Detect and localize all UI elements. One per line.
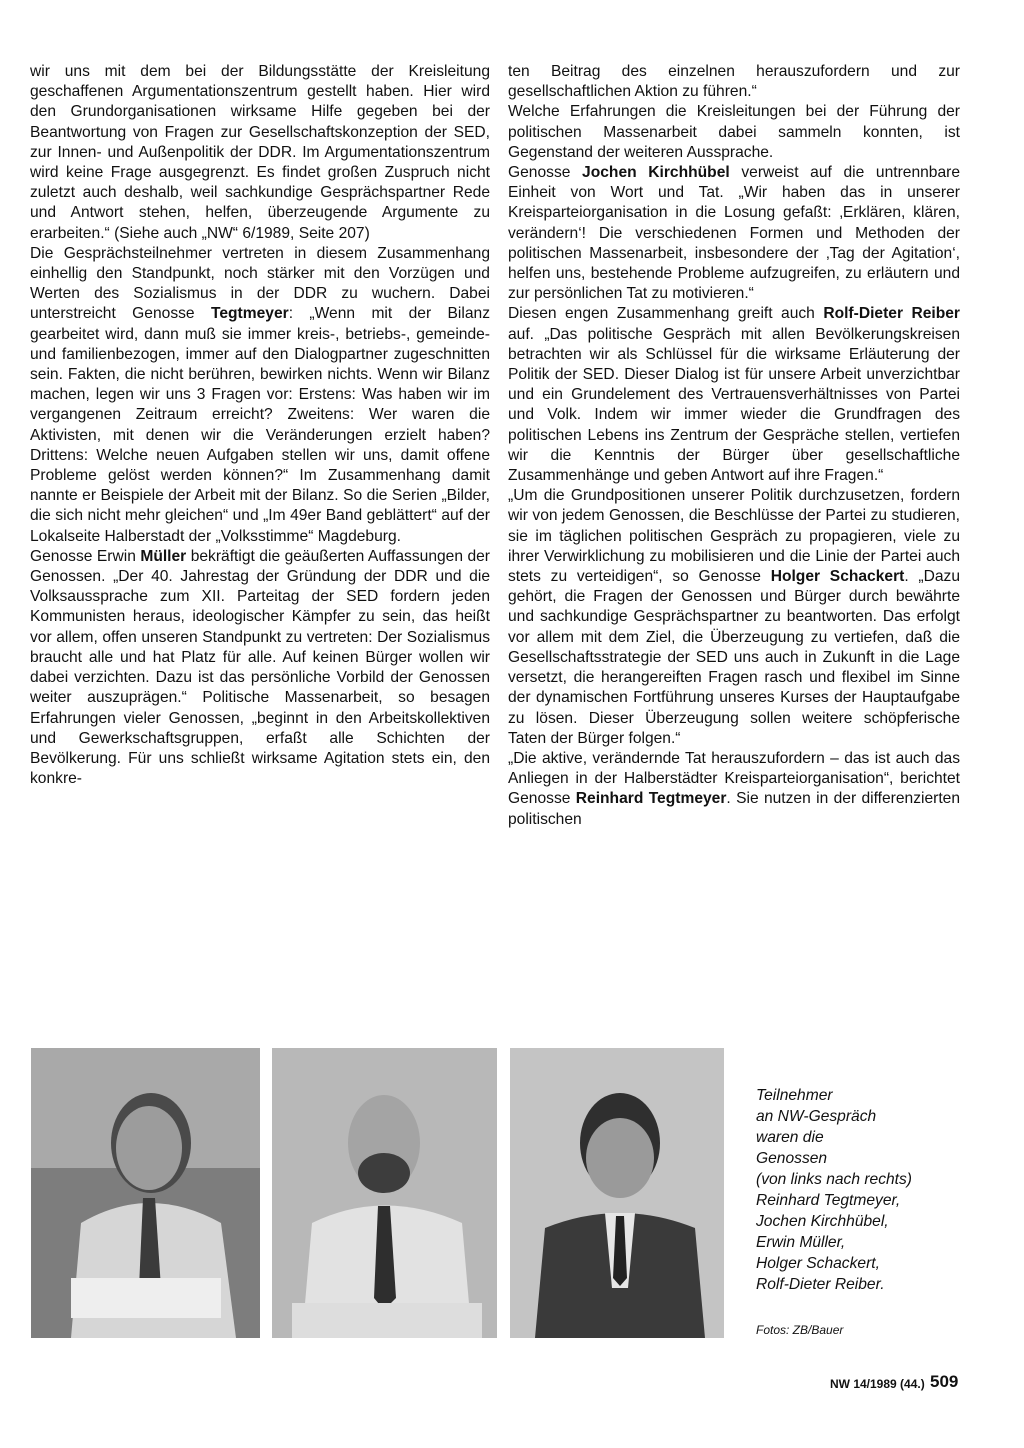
issue-label: NW 14/1989 (44.): [830, 1377, 925, 1391]
caption-line: (von links nach rechts): [756, 1171, 912, 1188]
right-paragraph-5: „Um die Grundpositionen unserer Politik durchzusetzen, fordern wir von jedem Genossen, die Beschlüsse der Partei zu studieren, sie im täglichen politischen Gespräch zu propagieren, viele zu ihrer Verwirklichung zu mobilisieren und die Linie der Partei auch stets zu verteidigen“, so Genosse Holger Schackert. „Dazu gehört, die Fragen der Genossen und Bürger durch bewährte und sachkundige Gesprächspartner zu beantworten. Das erfolgt vor allem mit dem Ziel, die Überzeugung zu vertiefen, daß die Gesellschaftsstrategie der SED uns auch in Zukunft in die Lage versetzt, die herangereiften Fragen rasch und flexibel im Sinne der dynamischen Fortführung unseres Kurses der Hauptaufgabe zu lösen. Dieser Überzeugung sollen weitere schöpferische Taten der Bürger folgen.“: [508, 487, 960, 747]
right-paragraph-3: Genosse Jochen Kirchhübel verweist auf die untrennbare Einheit von Wort und Tat. „Wir haben das in unserer Kreisparteiorganisation in die Losung gefaßt: ‚Erklären, klären, verändern‘! Die verschiedenen Formen und Methoden der politischen Massenarbeit, insbesondere der ‚Tag der Agitation‘, helfen uns, bestehende Probleme aufzugreifen, zu erläutern und zur persönlichen Tat zu motivieren.“: [508, 164, 961, 303]
caption-line: Reinhard Tegtmeyer,: [756, 1192, 901, 1209]
right-paragraph-1: ten Beitrag des einzelnen herauszufordern und zur gesellschaftlichen Aktion zu führen.“: [508, 63, 960, 101]
right-paragraph-6: „Die aktive, verändernde Tat herauszufordern – das ist auch das Anliegen in der Halberstädter Kreisparteiorganisation“, berichtet Genosse Reinhard Tegtmeyer. Sie nutzen in der differenzierten politischen: [508, 749, 961, 828]
left-paragraph-2: Die Gesprächsteilnehmer vertreten in diesem Zusammenhang einhellig den Standpunkt, noch stärker mit den Vorzügen und Werten des Sozialismus in der DDR zu wuchern. Dabei unterstreicht Genosse Tegtmeyer: „Wenn mit der Bilanz gearbeitet wird, dann muß sie immer kreis-, betriebs-, gemeinde- und familienbezogen, immer auf den Dialogpartner zugeschnitten sein. Fakten, die nicht berühren, bewirken nichts. Wenn wir Bilanz machen, legen wir uns 3 Fragen vor: Erstens: Was haben wir im vergangenen Zeitraum erreicht? Zweitens: Wer waren die Aktivisten, mit denen wir die Veränderungen erzielt haben? Drittens: Welche neuen Aufgaben stellen wir uns, damit offene Probleme gelöst werden können?“ Im Zusammenhang damit nannte er Beispiele der Arbeit mit der Bilanz. So die Serien „Bilder, die sich nicht mehr gleichen“ und „Im 49er Band geblättert“ auf der Lokalseite Halberstadt der „Volksstimme“ Magdeburg.: [30, 244, 490, 545]
speaker-name: Jochen Kirchhübel: [582, 164, 730, 182]
left-paragraph-3: Genosse Erwin Müller bekräftigt die geäußerten Auffassungen der Genossen. „Der 40. Jahrestag der Gründung der DDR und die Volksaussprache zum XII. Parteitag der SED fordern jeden Kommunisten heraus, ideologischer Kämpfer zu sein, das heißt vor allem, offen unseren Standpunkt zu vertreten: Der Sozialismus braucht alle und hat Platz für alle. Auf keinen Bürger wollen wir dabei verzichten. Dazu ist das persönliche Vorbild der Genossen weiter auszuprägen.“ Politische Massenarbeit, so besagen Erfahrungen vieler Genossen, „beginnt in den Arbeitskollektiven und Gewerkschaftsgruppen, erfaßt alle Schichten der Bevölkerung. Für uns schließt wirksame Agitation stets ein, den konkre-: [30, 547, 490, 788]
speaker-name: Müller: [140, 547, 187, 565]
left-paragraph-1: wir uns mit dem bei der Bildungsstätte der Kreisleitung geschaffenen Argumentationszentrum gestellt haben. Hier wird den Grundorganisationen wirksame Hilfe gegeben bei der Beantwortung von Fragen zur Gesellschaftskonzeption der SED, zur Innen- und Außenpolitik der DDR. Im Argumentationszentrum wird keine Frage ausgegrenzt. Es findet großen Zuspruch nicht zuletzt auch deshalb, weil sachkundige Gesprächspartner Rede und Antwort stehen, helfen, überzeugende Argumente zu erarbeiten.“ (Siehe auch „NW“ 6/1989, Seite 207): [30, 63, 490, 242]
speaker-name: Tegtmeyer: [210, 305, 289, 323]
caption-line: Erwin Müller,: [756, 1234, 846, 1251]
right-text-column: [508, 62, 960, 830]
page-number: 509: [930, 1372, 959, 1391]
right-paragraph-2: Welche Erfahrungen die Kreisleitungen bei der Führung der politischen Massenarbeit dabei sammeln konnten, ist Gegenstand der weiteren Aussprache.: [508, 103, 960, 161]
participant-photo-2: [272, 1048, 497, 1338]
caption-line: waren die: [756, 1129, 824, 1146]
participant-photo-1: [31, 1048, 260, 1338]
caption-line: Genossen: [756, 1150, 828, 1167]
caption-line: Holger Schackert,: [756, 1255, 880, 1272]
left-text-column: [30, 62, 490, 789]
speaker-name: Reinhard Tegtmeyer: [575, 790, 727, 808]
caption-line: Jochen Kirchhübel,: [756, 1213, 889, 1230]
speaker-name: Rolf-Dieter Reiber: [823, 305, 960, 323]
participant-photo-3: [510, 1048, 724, 1338]
caption-line: Teilnehmer: [756, 1087, 833, 1104]
right-paragraph-4: Diesen engen Zusammenhang greift auch Rolf-Dieter Reiber auf. „Das politische Gespräch mit allen Bevölkerungskreisen betrachten wir als Schlüssel für die wirksame Erläuterung der Politik der SED. Dieser Dialog ist für unsere Arbeit unverzichtbar und ein Grundelement des Vertrauensverhältnisses von Partei und Volk. Indem wir immer wieder die Grundfragen des politischen Lebens ins Zentrum der Gespräche stellen, vertiefen wir die Kenntnis der Bürger über gesellschaftliche Zusammenhänge und geben Antwort auf ihre Fragen.“: [508, 305, 960, 485]
speaker-name: Holger Schackert: [770, 568, 905, 586]
photo-credit: Fotos: ZB/Bauer: [756, 1323, 844, 1337]
caption-line: Rolf-Dieter Reiber.: [756, 1276, 885, 1293]
caption-line: an NW-Gespräch: [756, 1108, 877, 1125]
photo-caption: [756, 1085, 966, 1295]
